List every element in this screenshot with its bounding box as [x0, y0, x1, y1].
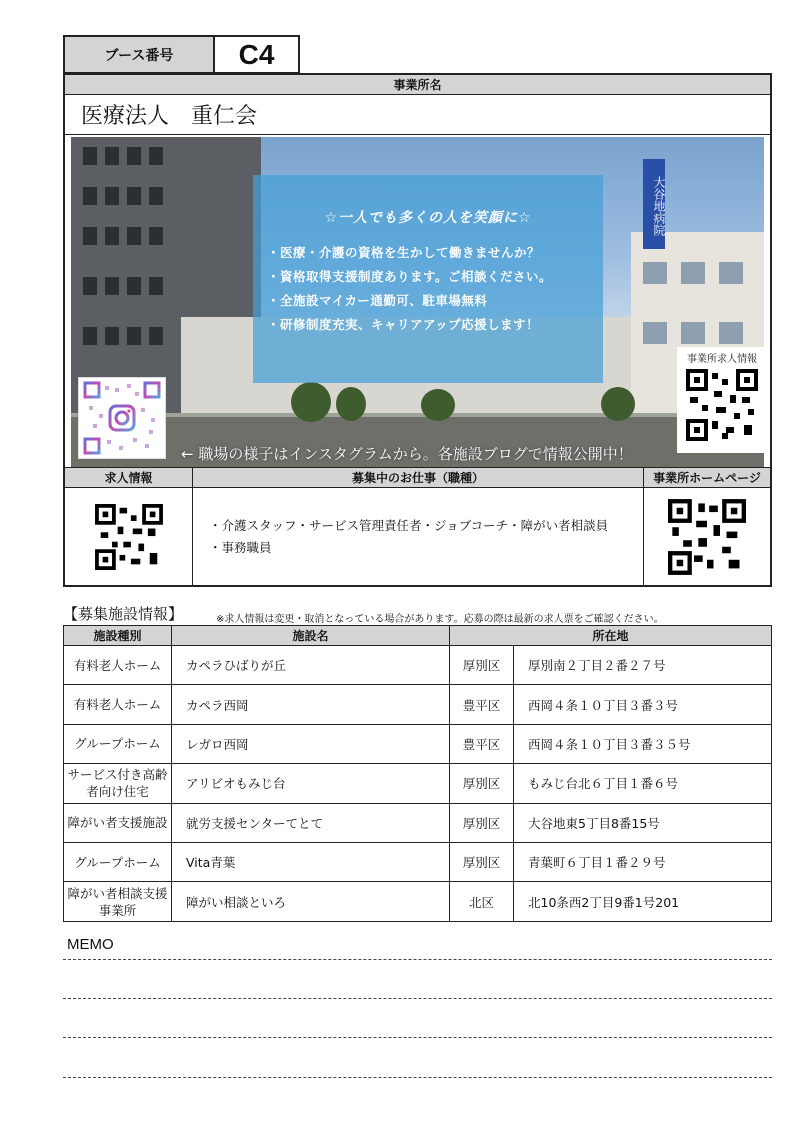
facility-ward: 北区 [450, 882, 514, 921]
facility-type: 障がい者相談支援事業所 [64, 882, 172, 921]
header-name: 施設名 [172, 626, 450, 646]
memo-line [63, 1077, 772, 1078]
facility-name: カペラ西岡 [172, 685, 450, 724]
office-header: 事業所名 [65, 75, 770, 95]
facility-address: もみじ台北６丁目１番６号 [514, 764, 772, 803]
header-type: 施設種別 [64, 626, 172, 646]
table-row [64, 803, 772, 842]
facilities-note: ※求人情報は変更・取消となっている場合があります。応募の際は最新の求人票をご確認ください。 [216, 614, 664, 625]
facility-name: カペラひばりが丘 [172, 646, 450, 685]
recruit-point: ・資格取得支援制度あります。ご相談ください。 [267, 269, 553, 284]
booth-label: ブース番号 [65, 37, 215, 72]
recruit-point: ・研修制度充実、キャリアアップ応援します！ [267, 317, 540, 332]
recruit-point: ・全施設マイカー通勤可、駐車場無料 [267, 293, 488, 308]
instagram-caption: ← 職場の様子はインスタグラムから。各施設ブログで情報公開中！ [181, 445, 633, 463]
facility-name: 就労支援センターてとて [172, 803, 450, 842]
instagram-qr-icon[interactable] [78, 377, 166, 459]
facility-type: 有料老人ホーム [64, 685, 172, 724]
table-row [64, 842, 772, 881]
facility-type: グループホーム [64, 724, 172, 763]
facility-ward: 厚別区 [450, 646, 514, 685]
memo-title: MEMO [67, 936, 114, 953]
job-item: ・事務職員 [209, 539, 272, 555]
table-row [64, 764, 772, 803]
table-row [64, 685, 772, 724]
hero-photo [71, 137, 764, 467]
booth-code: C4 [238, 38, 275, 70]
header-location: 所在地 [450, 626, 772, 646]
facility-name: Vita青葉 [172, 842, 450, 881]
facility-name: アリビオもみじ台 [172, 764, 450, 803]
recruit-point: ・医療・介護の資格を生かして働きませんか？ [267, 245, 541, 260]
info-header-recruit: 求人情報 [65, 468, 193, 488]
info-header-homepage: 事業所ホームページ [644, 468, 770, 488]
facility-ward: 豊平区 [450, 724, 514, 763]
facility-type: グループホーム [64, 842, 172, 881]
facility-type: 障がい者支援施設 [64, 803, 172, 842]
facility-address: 厚別南２丁目２番２７号 [514, 646, 772, 685]
homepage-qr-icon[interactable] [644, 488, 770, 585]
facilities-table [63, 625, 772, 922]
hospital-sign: 大谷地病院 [643, 159, 665, 249]
facility-ward: 厚別区 [450, 803, 514, 842]
facility-ward: 厚別区 [450, 842, 514, 881]
recruit-qr-icon[interactable] [65, 488, 193, 585]
facility-name: 障がい相談といろ [172, 882, 450, 921]
facility-type: サービス付き高齢者向け住宅 [64, 764, 172, 803]
table-row [64, 882, 772, 921]
memo-line [63, 1037, 772, 1038]
job-item: ・介護スタッフ・サービス管理責任者・ジョブコーチ・障がい者相談員 [209, 517, 609, 533]
memo-line [63, 998, 772, 999]
facility-type: 有料老人ホーム [64, 646, 172, 685]
info-body-row [65, 488, 770, 585]
facility-name: レガロ西岡 [172, 724, 450, 763]
recruit-message-box [253, 175, 603, 383]
table-row [64, 724, 772, 763]
facility-ward: 厚別区 [450, 764, 514, 803]
facility-ward: 豊平区 [450, 685, 514, 724]
job-qr-caption: 事業所求人情報 [687, 354, 757, 365]
info-header-jobs: 募集中のお仕事（職種） [193, 468, 644, 488]
table-header-row [64, 626, 772, 646]
table-row [64, 646, 772, 685]
catchphrase: ☆一人でも多くの人を笑顔に☆ [324, 210, 532, 226]
facility-address: 西岡４条１０丁目３番３５号 [514, 724, 772, 763]
memo-line [63, 959, 772, 960]
facility-address: 大谷地東5丁目8番15号 [514, 803, 772, 842]
job-list [193, 488, 644, 585]
recruit-points [267, 241, 603, 337]
job-info-qr-icon[interactable] [677, 347, 764, 453]
facility-address: 青葉町６丁目１番２９号 [514, 842, 772, 881]
office-name: 医療法人 重仁会 [65, 95, 770, 135]
facility-address: 北10条西2丁目9番1号201 [514, 882, 772, 921]
booth-box [63, 35, 300, 74]
facilities-title: 【募集施設情報】 [63, 605, 184, 623]
info-header-row [65, 467, 770, 488]
office-panel [63, 73, 772, 587]
facility-address: 西岡４条１０丁目３番３号 [514, 685, 772, 724]
